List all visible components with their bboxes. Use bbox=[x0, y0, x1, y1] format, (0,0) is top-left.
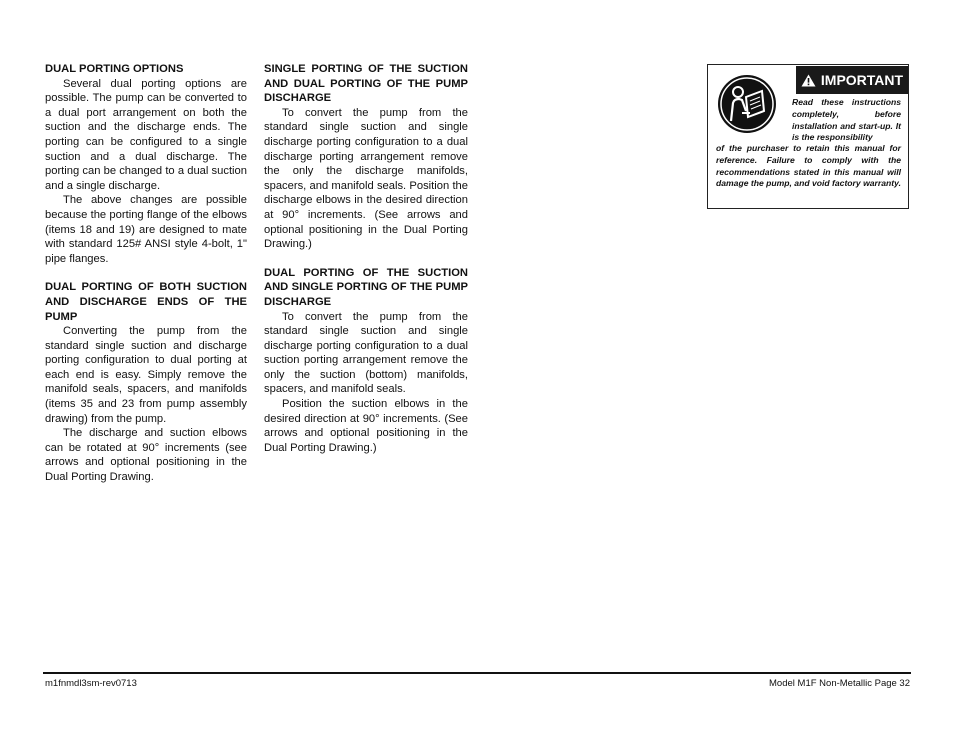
paragraph: To convert the pump from the standard single suction and single discharge porting configuration to a dual discharge porting arrangement remove the only the discharge manifolds, spacers, and manifold seals. Position the discharge elbows in the desired direction at 90° increments. (See arrows and optional positioning in the Dual Porting Drawing.) bbox=[264, 106, 468, 251]
important-text: Read these instructions completely, before installation and start-up. It is the responsibility bbox=[792, 97, 901, 143]
paragraph: Several dual porting options are possible. The pump can be converted to a dual port arrangement on both the suction and the discharge ends. The porting can be configured to a single suction and a dual discharge. The porting can be changed to a dual suction and a single discharge. bbox=[45, 77, 247, 192]
paragraph: To convert the pump from the standard single suction and single discharge porting configuration to a dual suction porting arrangement remove the only the suction (bottom) manifolds, spacers, and manifold seals. bbox=[264, 310, 468, 396]
important-notice-box bbox=[707, 64, 909, 209]
document-code: m1fnmdl3sm-rev0713 bbox=[45, 678, 137, 689]
reading-manual-icon bbox=[716, 73, 778, 135]
footer-divider bbox=[43, 672, 911, 674]
important-label: IMPORTANT bbox=[820, 72, 904, 88]
section-heading-single-suction-dual-discharge: SINGLE PORTING OF THE SUCTION AND DUAL PORTING OF THE PUMP DISCHARGE bbox=[264, 63, 468, 105]
page-footer-title: Model M1F Non-Metallic Page 32 bbox=[769, 678, 910, 689]
paragraph: The discharge and suction elbows can be rotated at 90° increments (see arrows and optional positioning in the Dual Porting Drawing. bbox=[45, 427, 247, 484]
middle-column bbox=[264, 62, 468, 455]
important-text-continued: of the purchaser to retain this manual for reference. Failure to comply with the recommendations stated in this manual will damage the pump, and void factory warranty. bbox=[716, 143, 901, 189]
paragraph: Converting the pump from the standard single suction and discharge porting configuration to dual porting at each end is easy. Simply remove the manifold seals, spacers, and manifolds (items 35 and 23 from pump assembly drawing) from the pump. bbox=[45, 325, 247, 425]
section-heading-dual-suction-single-discharge: DUAL PORTING OF THE SUCTION AND SINGLE PORTING OF THE PUMP DISCHARGE bbox=[264, 266, 468, 308]
section-heading-dual-porting-both-ends: DUAL PORTING OF BOTH SUCTION AND DISCHARGE ENDS OF THE PUMP bbox=[45, 281, 247, 323]
warning-triangle-icon bbox=[801, 74, 816, 87]
paragraph: The above changes are possible because the porting flange of the elbows (items 18 and 19) are designed to mate with standard 125# ANSI style 4-bolt, 1" pipe flanges. bbox=[45, 194, 247, 265]
section-heading-dual-porting-options: DUAL PORTING OPTIONS bbox=[45, 63, 184, 75]
important-banner bbox=[796, 66, 908, 94]
left-column bbox=[45, 62, 247, 485]
paragraph: Position the suction elbows in the desired direction at 90° increments. (See arrows and optional positioning in the Dual Porting Drawing.) bbox=[264, 398, 468, 454]
